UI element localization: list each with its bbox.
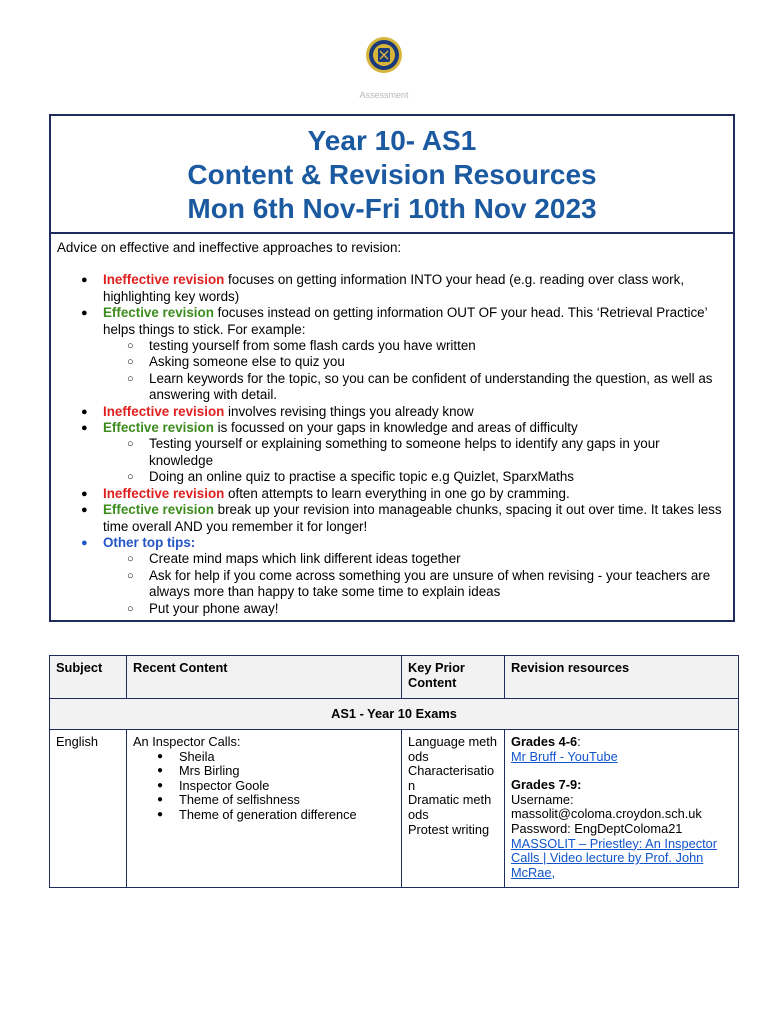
prior-item: Characterisation [408, 763, 495, 793]
tips-label: Other top tips: [103, 534, 196, 550]
advice-subitem: ○ testing yourself from some flash cards you have written [149, 338, 725, 354]
advice-subitem: ○ Learn keywords for the topic, so you can be confident of understanding the question, as well as answering with detail. [149, 371, 725, 404]
grades-7-9-label: Grades 7-9: [511, 777, 582, 793]
advice-text: break up your revision into manageable chunks, spacing it out over time. It takes less time overall AND you remember it for longer! [103, 502, 722, 534]
prior-item: Protest writing [408, 821, 490, 837]
advice-sublist [103, 551, 725, 617]
title-line-1: Year 10- AS1 [307, 125, 477, 156]
recent-list [133, 750, 395, 823]
advice-subitem: ○ Doing an online quiz to practise a specific topic e.g Quizlet, SparxMaths [149, 469, 725, 485]
advice-section [51, 234, 733, 617]
advice-item [103, 535, 725, 617]
advice-text: is focussed on your gaps in knowledge and areas of difficulty [213, 420, 578, 436]
advice-subitem: ○ Put your phone away! [149, 601, 725, 617]
advice-text: often attempts to learn everything in one go by cramming. [224, 485, 570, 501]
advice-item [103, 486, 725, 502]
recent-content-cell [127, 730, 402, 888]
mr-bruff-link[interactable]: Mr Bruff - YouTube [511, 748, 618, 764]
advice-item [103, 404, 725, 420]
username-label: Username: [511, 791, 574, 807]
advice-item [103, 420, 725, 486]
prior-content-cell [402, 730, 505, 888]
password-text: Password: EngDeptColoma21 [511, 820, 683, 836]
list-item: ● Sheila [179, 750, 395, 765]
revision-resources-cell [505, 730, 739, 888]
title-line-3: Mon 6th Nov-Fri 10th Nov 2023 [187, 193, 597, 224]
prior-item: Language methods [408, 734, 497, 764]
username-value: massolit@coloma.croydon.sch.uk [511, 806, 702, 822]
list-item: ● Theme of selfishness [179, 793, 395, 808]
advice-text: focuses on getting information INTO your head (e.g. reading over class work, highlighting key words) [103, 272, 685, 304]
header-label: Assessment [359, 90, 409, 100]
prior-item: Dramatic methods [408, 792, 492, 822]
title-line-2: Content & Revision Resources [187, 159, 597, 190]
content-box [49, 114, 735, 622]
massolit-link[interactable]: MASSOLIT – Priestley: An Inspector Calls | Video lecture by Prof. John McRae, [511, 835, 718, 880]
column-header-subject: Subject [50, 656, 127, 699]
advice-sublist [103, 338, 725, 404]
recent-title: An Inspector Calls: [133, 734, 241, 749]
advice-item [103, 305, 725, 403]
column-header-resources: Revision resources [505, 656, 739, 699]
advice-item [103, 502, 725, 535]
list-item: ● Inspector Goole [179, 779, 395, 794]
advice-subitem: ○ Create mind maps which link different ideas together [149, 551, 725, 567]
subject-cell: English [50, 730, 127, 888]
grades-colon: : [577, 734, 581, 749]
advice-item [103, 272, 725, 305]
exams-table [49, 655, 739, 888]
advice-text: involves revising things you already know [224, 403, 474, 419]
advice-sublist [103, 436, 725, 485]
advice-subitem: ○ Ask for help if you come across something you are unsure of when revising - your teachers are always more than happy to take some time to explain ideas [149, 568, 725, 601]
ineffective-label: Ineffective revision [103, 485, 225, 501]
table-caption: AS1 - Year 10 Exams [50, 699, 739, 730]
advice-list [57, 272, 725, 617]
table-row [50, 730, 739, 888]
grades-4-6-label: Grades 4-6 [511, 734, 578, 749]
advice-subitem: ○ Testing yourself or explaining something to someone helps to identify any gaps in your knowledge [149, 436, 725, 469]
ineffective-label: Ineffective revision [103, 272, 225, 288]
advice-intro: Advice on effective and ineffective approaches to revision: [57, 240, 402, 255]
column-header-prior: Key Prior Content [402, 656, 505, 699]
effective-label: Effective revision [103, 305, 214, 321]
effective-label: Effective revision [103, 502, 214, 518]
table-caption-row [50, 699, 739, 730]
list-item: ● Theme of generation difference [179, 808, 395, 823]
advice-subitem: ○ Asking someone else to quiz you [149, 354, 725, 370]
effective-label: Effective revision [103, 420, 214, 436]
table-header-row [50, 656, 739, 699]
ineffective-label: Ineffective revision [103, 403, 225, 419]
page-title [51, 116, 733, 234]
column-header-recent: Recent Content [127, 656, 402, 699]
advice-text: focuses instead on getting information OUT OF your head. This ‘Retrieval Practice’ helps things to stick. For example: [103, 305, 708, 337]
school-crest-icon [365, 36, 403, 74]
list-item: ● Mrs Birling [179, 764, 395, 779]
